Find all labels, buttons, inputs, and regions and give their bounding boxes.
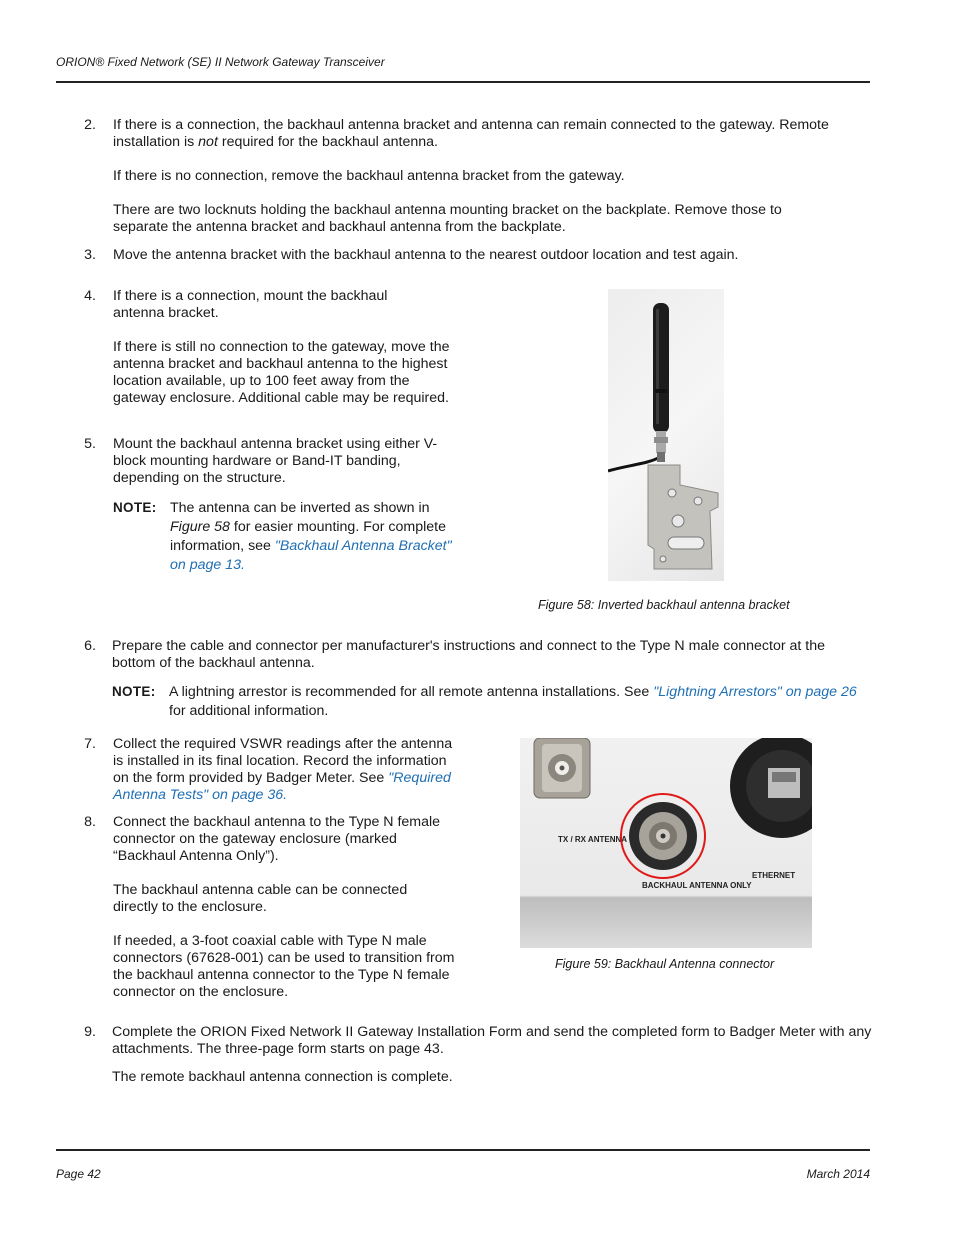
figure-58-caption: Figure 58: Inverted backhaul antenna bracket bbox=[538, 598, 790, 612]
ethernet-label: ETHERNET bbox=[752, 871, 796, 880]
step-4 bbox=[113, 288, 453, 407]
step-8-number: 8. bbox=[84, 814, 96, 830]
step-5-number: 5. bbox=[84, 436, 96, 452]
step-2-para-3: There are two locknuts holding the backhaul antenna mounting bracket on the backplate. Remove those to separate the antenna bracket and backhaul antenna from the backplate. bbox=[113, 202, 782, 235]
backhaul-connector-illustration bbox=[520, 738, 812, 948]
step-8 bbox=[113, 814, 458, 1001]
step-6-number: 6. bbox=[84, 638, 96, 654]
header-rule bbox=[56, 81, 870, 83]
backhaul-label: BACKHAUL ANTENNA ONLY bbox=[642, 881, 752, 890]
step-6-note: A lightning arrestor is recommended for all remote antenna installations. See "Lightning Arrestors" on page 26 for additional information. bbox=[169, 684, 857, 719]
step-7-text: Collect the required VSWR readings after the antenna is installed in its final location. Record the information on the form provided by Badger Meter. See "Required Antenna Tests" on page 36. bbox=[113, 736, 453, 803]
figure-58-photo bbox=[608, 289, 724, 581]
step-2-para-2: If there is no connection, remove the backhaul antenna bracket from the gateway. bbox=[113, 168, 625, 184]
step-3-number: 3. bbox=[84, 247, 96, 263]
step-9-number: 9. bbox=[84, 1024, 96, 1040]
step-2-number: 2. bbox=[84, 117, 96, 133]
lightning-arrestors-link[interactable]: "Lightning Arrestors" on page 26 bbox=[653, 684, 857, 700]
backhaul-antenna-bracket-link[interactable]: "Backhaul Antenna Bracket" on page 13. bbox=[170, 538, 452, 573]
step-4-para-2: If there is still no connection to the gateway, move the antenna bracket and backhaul antenna to the highest location available, up to 100 feet away from the gateway enclosure. Additional cable may be required. bbox=[113, 339, 450, 406]
step-2 bbox=[113, 117, 863, 236]
step-8-para-2: The backhaul antenna cable can be connected directly to the enclosure. bbox=[113, 882, 408, 915]
step-2-para-1: If there is a connection, the backhaul antenna bracket and antenna can remain connected to the gateway. Remote installation is not required for the backhaul antenna. bbox=[113, 117, 829, 150]
inverted-antenna-bracket-illustration bbox=[608, 289, 724, 581]
figure-59-caption: Figure 59: Backhaul Antenna connector bbox=[555, 957, 775, 971]
step-5-text: Mount the backhaul antenna bracket using either V-block mounting hardware or Band-IT banding, depending on the structure. bbox=[113, 436, 438, 486]
step-7-number: 7. bbox=[84, 736, 96, 752]
footer-date: March 2014 bbox=[806, 1167, 870, 1181]
step-5-note: The antenna can be inverted as shown in Figure 58 for easier mounting. For complete information, see "Backhaul Antenna Bracket" on page 13. bbox=[170, 500, 452, 573]
step-5-note-label: NOTE: bbox=[113, 500, 157, 515]
figure-58-reference: Figure 58 bbox=[170, 519, 230, 535]
page-number: Page 42 bbox=[56, 1167, 101, 1181]
step-6-note-label: NOTE: bbox=[112, 684, 156, 699]
step-6-text: Prepare the cable and connector per manufacturer's instructions and connect to the Type N male connector at the bottom of the backhaul antenna. bbox=[112, 638, 826, 671]
step-9-text: Complete the ORION Fixed Network II Gateway Installation Form and send the completed form to Badger Meter with any attachments. The three-page form starts on page 43. bbox=[112, 1024, 872, 1057]
step-4-number: 4. bbox=[84, 288, 96, 304]
txrx-label: TX / RX ANTENNA bbox=[558, 835, 628, 844]
step-8-para-3: If needed, a 3-foot coaxial cable with Type N male connectors (67628-001) can be used to transition from the backhaul antenna connector to the Type N female connector on the enclosure. bbox=[113, 933, 455, 1000]
closing-statement: The remote backhaul antenna connection is complete. bbox=[112, 1069, 453, 1085]
emphasis-not: not bbox=[198, 134, 218, 150]
figure-59-photo bbox=[520, 738, 812, 948]
step-8-para-1: Connect the backhaul antenna to the Type N female connector on the gateway enclosure (marked “Backhaul Antenna Only”). bbox=[113, 814, 441, 864]
running-header: ORION® Fixed Network (SE) II Network Gateway Transceiver bbox=[56, 55, 385, 69]
step-3-text: Move the antenna bracket with the backhaul antenna to the nearest outdoor location and test again. bbox=[113, 247, 739, 263]
required-antenna-tests-link[interactable]: "Required Antenna Tests" on page 36. bbox=[113, 770, 451, 803]
step-4-para-1: If there is a connection, mount the backhaul antenna bracket. bbox=[113, 288, 388, 321]
footer-rule bbox=[56, 1149, 870, 1151]
